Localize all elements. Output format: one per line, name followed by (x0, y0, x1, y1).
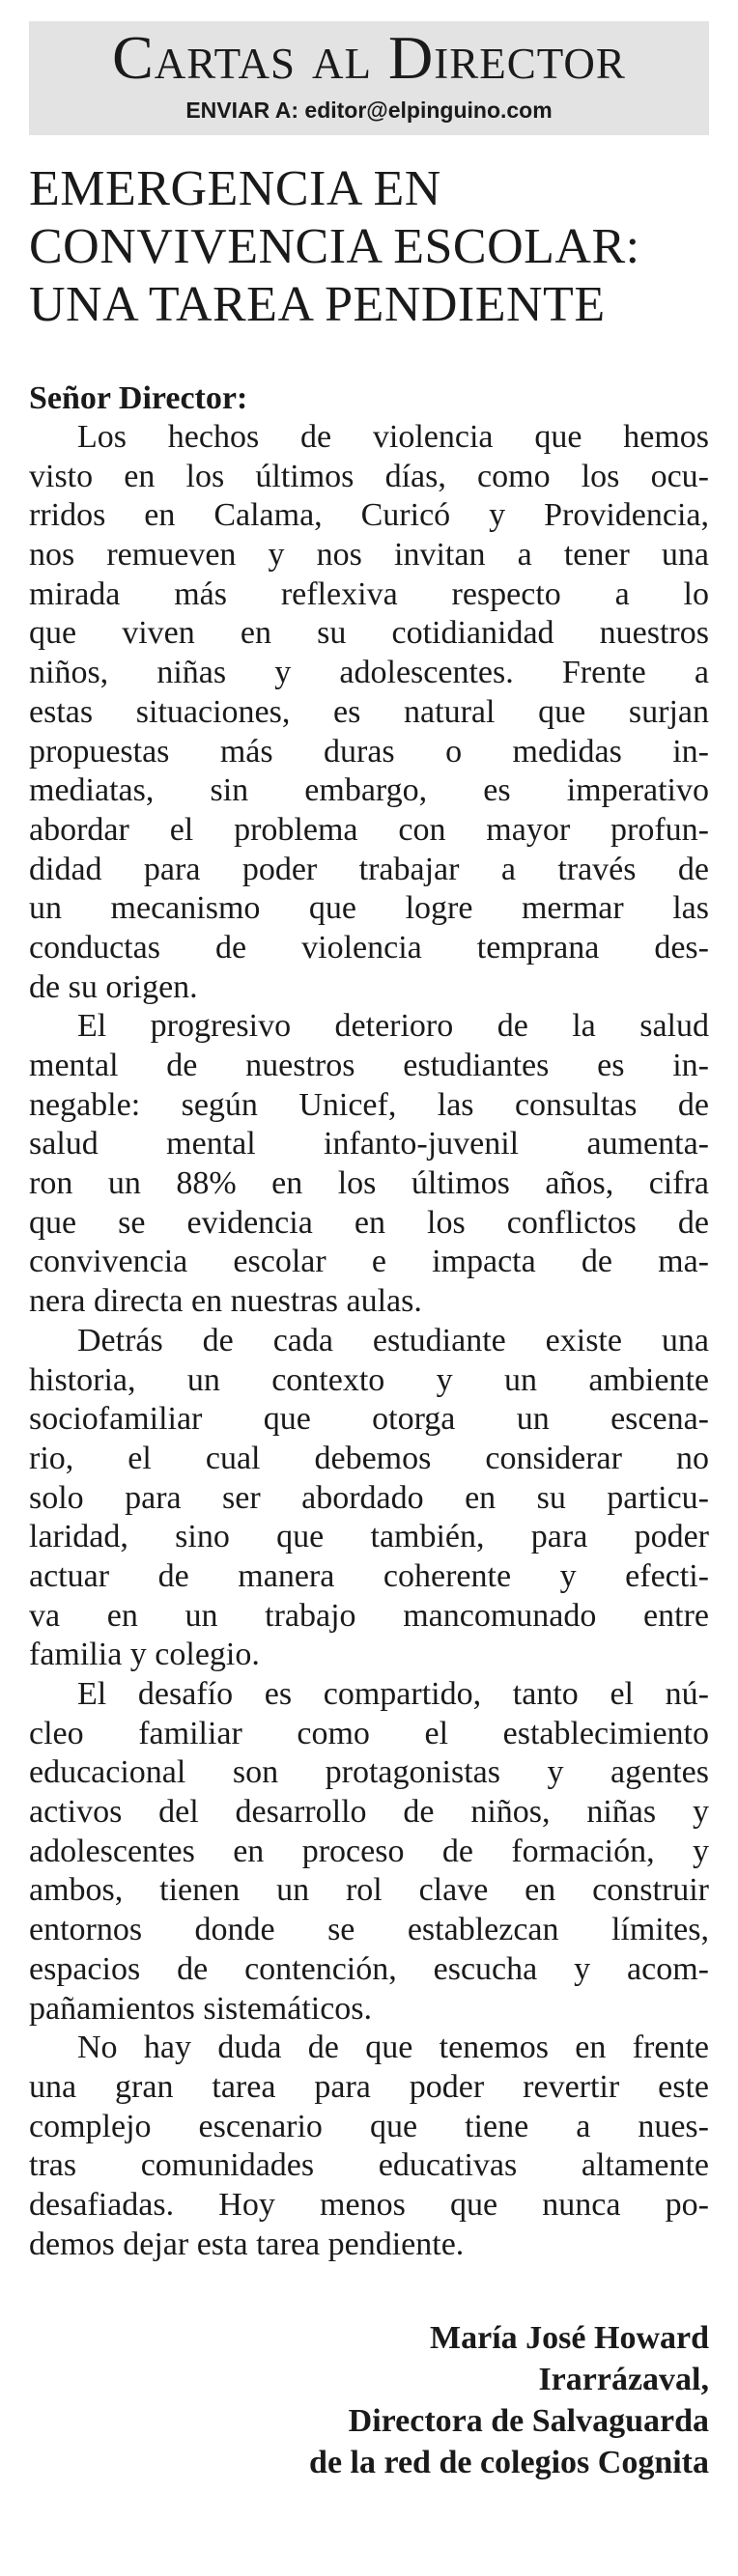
body-line: mental de nuestros estudiantes es in- (29, 1048, 709, 1083)
body-line: rio, el cual debemos considerar no (29, 1440, 709, 1476)
body-line: solo para ser abordado en su particu- (29, 1479, 709, 1516)
body-line: conductas de violencia temprana des- (29, 929, 709, 966)
body-line: de su origen. (29, 968, 198, 1005)
section-title: Cartas al Director (112, 23, 626, 92)
body-line: que se evidencia en los conflictos de (29, 1204, 709, 1241)
signature-role: Directora de Salvaguarda (348, 2403, 709, 2439)
signature-name: María José Howard (430, 2320, 709, 2356)
signature-surname: Irarrázaval, (538, 2362, 709, 2397)
body-line: No hay duda de que tenemos en frente (77, 2030, 709, 2066)
body-line: rridos en Calama, Curicó y Providencia, (29, 497, 709, 534)
body-line: adolescentes en proceso de formación, y (29, 1833, 709, 1869)
body-line: entornos donde se establezcan límites, (29, 1912, 709, 1948)
body-line: niños, niñas y adolescentes. Frente a (29, 655, 709, 691)
editor-email: editor@elpinguino.com (304, 98, 553, 123)
body-line: visto en los últimos días, como los ocu- (29, 458, 709, 494)
body-line: Detrás de cada estudiante existe una (77, 1322, 709, 1358)
body-line: pañamientos sistemáticos. (29, 1990, 373, 2027)
body-line: activos del desarrollo de niños, niñas y (29, 1794, 709, 1831)
body-line: abordar el problema con mayor profun- (29, 811, 709, 848)
send-to-line (29, 97, 709, 124)
body-line: laridad, sino que también, para poder (29, 1519, 709, 1555)
body-line: ambos, tienen un rol clave en construir (29, 1872, 709, 1909)
signature-organization: de la red de colegios Cognita (309, 2445, 709, 2480)
body-line: El progresivo deterioro de la salud (77, 1008, 709, 1045)
body-line: desafiadas. Hoy menos que nunca po- (29, 2186, 709, 2223)
body-line: tras comunidades educativas altamente (29, 2147, 709, 2184)
body-line: ron un 88% en los últimos años, cifra (29, 1165, 709, 1202)
body-line: familia y colegio. (29, 1637, 260, 1673)
headline-line: UNA TAREA PENDIENTE (29, 277, 606, 332)
body-line: sociofamiliar que otorga un escena- (29, 1401, 709, 1438)
body-line: El desafío es compartido, tanto el nú- (77, 1676, 709, 1712)
body-line: demos dejar esta tarea pendiente. (29, 2226, 465, 2262)
body-line: un mecanismo que logre mermar las (29, 890, 709, 927)
letter-body (29, 418, 709, 2264)
body-line: va en un trabajo mancomunado entre (29, 1597, 709, 1634)
headline-line: EMERGENCIA EN (29, 161, 441, 216)
body-line: salud mental infanto-juvenil aumenta- (29, 1126, 709, 1162)
body-line: que viven en su cotidianidad nuestros (29, 615, 709, 652)
body-line: didad para poder trabajar a través de (29, 851, 709, 887)
body-line: convivencia escolar e impacta de ma- (29, 1244, 709, 1280)
body-line: espacios de contención, escucha y acom- (29, 1950, 709, 1987)
letter-signature (29, 2317, 709, 2483)
body-line: propuestas más duras o medidas in- (29, 733, 709, 770)
body-line: cleo familiar como el establecimiento (29, 1715, 709, 1751)
letter-salutation: Señor Director: (29, 380, 248, 416)
body-line: Los hechos de violencia que hemos (77, 419, 709, 455)
body-line: actuar de manera coherente y efecti- (29, 1557, 709, 1594)
letter-headline (29, 160, 709, 334)
send-label: ENVIAR A: (185, 98, 299, 123)
body-line: una gran tarea para poder revertir este (29, 2068, 709, 2105)
body-line: nera directa en nuestras aulas. (29, 1283, 422, 1320)
body-line: estas situaciones, es natural que surjan (29, 693, 709, 730)
body-line: negable: según Unicef, las consultas de (29, 1086, 709, 1123)
body-line: historia, un contexto y un ambiente (29, 1361, 709, 1398)
body-line: complejo escenario que tiene a nues- (29, 2108, 709, 2144)
body-line: nos remueven y nos invitan a tener una (29, 537, 709, 574)
body-line: mediatas, sin embargo, es imperativo (29, 772, 709, 809)
headline-line: CONVIVENCIA ESCOLAR: (29, 219, 640, 274)
body-line: educacional son protagonistas y agentes (29, 1754, 709, 1791)
body-line: mirada más reflexiva respecto a lo (29, 575, 709, 612)
